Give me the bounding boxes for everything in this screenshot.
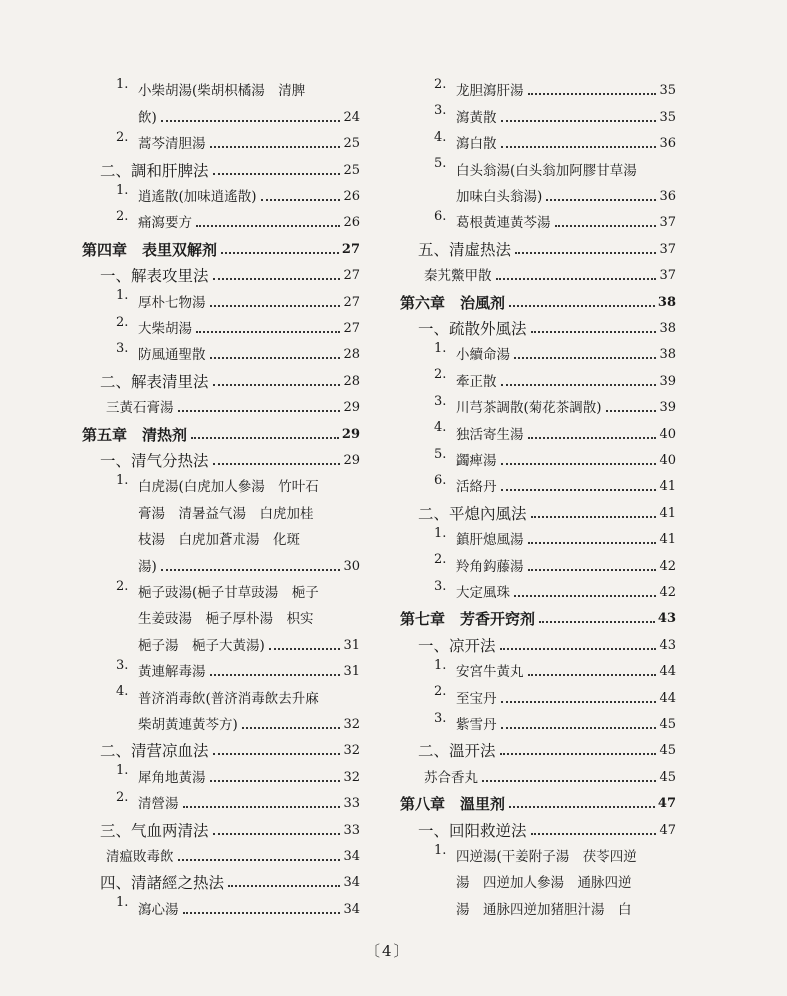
toc-entry-number: 2. — [116, 578, 129, 594]
toc-entry-title: 秦艽鱉甲散 — [424, 268, 492, 285]
toc-entry-title: 瀉白散 — [456, 136, 497, 153]
leader-dots — [242, 726, 341, 729]
toc-entry-title: 二、溫开法 — [418, 742, 496, 761]
toc-page-number: 33 — [343, 796, 360, 812]
toc-entry-title: 二、解表清里法 — [100, 372, 209, 391]
toc-entry-title: 清瘟敗毒飲 — [106, 848, 174, 865]
toc-page-number: 38 — [659, 320, 676, 336]
leader-dots — [213, 752, 341, 755]
toc-entry-number: 3. — [434, 710, 447, 726]
toc-page-number: 27 — [343, 268, 360, 284]
toc-page-number: 43 — [659, 637, 676, 653]
toc-entry-title: 四逆湯(干姜附子湯 茯苓四逆 — [456, 848, 637, 865]
toc-entry-title: 柴胡黃連黃芩方) — [138, 716, 238, 733]
toc-page-number: 25 — [343, 136, 360, 152]
toc-page-number: 32 — [343, 716, 360, 732]
leader-dots — [178, 858, 341, 861]
toc-page-number: 44 — [659, 664, 676, 680]
toc-entry-title: 龙胆瀉肝湯 — [456, 83, 524, 100]
toc-entry-title: 第五章 清热剂 — [82, 425, 188, 444]
toc-page-number: 31 — [343, 637, 360, 653]
toc-page-number: 37 — [659, 241, 676, 257]
leader-dots — [210, 304, 341, 307]
toc-entry-number: 5. — [434, 156, 447, 172]
toc-entry-number: 3. — [116, 341, 129, 356]
toc-entry-title: 第四章 表里双解剂 — [82, 240, 218, 259]
toc-page-number: 27 — [343, 320, 360, 336]
toc-entry-title: 普济消毒飲(普济消毒飲去升麻 — [138, 690, 319, 707]
toc-page-number: 30 — [343, 558, 360, 574]
toc-entry-title: 鎮肝熄風湯 — [456, 532, 524, 549]
toc-page-number: 42 — [659, 584, 676, 600]
leader-dots — [501, 462, 657, 465]
toc-entry-title: 飲) — [138, 109, 157, 126]
toc-page-number: 24 — [343, 109, 360, 125]
leader-dots — [501, 488, 657, 491]
toc-entry-number: 1. — [434, 657, 447, 673]
leader-dots — [546, 198, 656, 201]
toc-entry-title: 防風通聖散 — [138, 347, 206, 364]
leader-dots — [500, 647, 657, 650]
toc-page-number: 45 — [659, 716, 676, 732]
toc-entry-number: 2. — [434, 77, 447, 92]
toc-page-number: 29 — [343, 452, 360, 468]
leader-dots — [210, 145, 341, 148]
leader-dots — [221, 251, 339, 254]
toc-entry-number: 1. — [434, 341, 447, 356]
leader-dots — [514, 594, 656, 597]
leader-dots — [496, 277, 657, 280]
toc-page-number: 38 — [659, 347, 676, 363]
toc-entry-number: 3. — [434, 103, 447, 119]
toc-page-number: 31 — [343, 664, 360, 680]
toc-entry-title: 梔子湯 梔子大黃湯) — [138, 637, 265, 654]
toc-entry-title: 二、清营凉血法 — [100, 742, 209, 761]
leader-dots — [196, 224, 340, 227]
toc-entry-title: 膏湯 清暑益气湯 白虎加桂 — [138, 505, 314, 522]
toc-page-number: 35 — [659, 83, 676, 99]
toc-entry-title: 梔子豉湯(梔子甘草豉湯 梔子 — [138, 584, 319, 601]
toc-page-number: 29 — [343, 400, 360, 416]
leader-dots — [501, 145, 657, 148]
toc-entry-title: 苏合香丸 — [424, 769, 478, 786]
toc-page-number: 27 — [341, 241, 360, 257]
toc-entry-title: 一、回阳救逆法 — [418, 821, 527, 840]
leader-dots — [514, 356, 656, 359]
leader-dots — [528, 436, 657, 439]
leader-dots — [213, 383, 341, 386]
toc-page-number: 41 — [659, 505, 676, 521]
toc-entry-title: 活絡丹 — [456, 479, 497, 496]
toc-entry-title: 蠲痺湯 — [456, 452, 497, 469]
toc-page-number: 45 — [659, 743, 676, 759]
toc-entry-number: 1. — [434, 842, 447, 858]
leader-dots — [191, 436, 339, 439]
toc-entry-title: 小續命湯 — [456, 347, 510, 364]
toc-entry-number: 3. — [434, 393, 447, 409]
toc-entry-number: 3. — [434, 578, 447, 594]
page-number: 〔4〕 — [365, 942, 411, 960]
toc-entry-number: 2. — [434, 552, 447, 568]
toc-entry-title: 清營湯 — [138, 796, 179, 813]
leader-dots — [501, 700, 657, 703]
toc-entry-title: 蒿芩清胆湯 — [138, 136, 206, 153]
toc-entry-title: 湯 四逆加人參湯 通脉四逆 — [456, 875, 632, 892]
toc-entry-number: 2. — [116, 129, 129, 145]
toc-entry-number: 2. — [116, 789, 129, 805]
toc-entry-title: 犀角地黃湯 — [138, 769, 206, 786]
leader-dots — [213, 172, 341, 175]
toc-entry-number: 4. — [434, 129, 447, 145]
leader-dots — [500, 752, 657, 755]
toc-entry-title: 白头翁湯(白头翁加阿膠甘草湯 — [456, 162, 637, 179]
toc-entry-title: 加味白头翁湯) — [456, 188, 543, 205]
toc-entry-title: 黃連解毒湯 — [138, 664, 206, 681]
leader-dots — [531, 832, 657, 835]
toc-entry-title: 牽正散 — [456, 373, 497, 390]
toc-page-number: 33 — [343, 822, 360, 838]
toc-entry-title: 生姜豉湯 梔子厚朴湯 枳实 — [138, 611, 314, 628]
toc-page-number: 36 — [659, 136, 676, 152]
toc-entry-title: 痛瀉要方 — [138, 215, 192, 232]
toc-page-number: 32 — [343, 769, 360, 785]
toc-entry-title: 五、清虛热法 — [418, 240, 512, 259]
leader-dots — [501, 119, 657, 122]
leader-dots — [501, 383, 657, 386]
toc-page-number: 45 — [659, 769, 676, 785]
toc-page-number: 47 — [657, 796, 676, 812]
toc-entry-title: 四、清諸經之热法 — [100, 874, 225, 893]
leader-dots — [183, 911, 341, 914]
toc-page-number: 26 — [343, 188, 360, 204]
toc-page-number: 28 — [343, 347, 360, 363]
toc-entry-number: 1. — [434, 525, 447, 541]
toc-page-number: 37 — [659, 268, 676, 284]
toc-entry-title: 瀉心湯 — [138, 901, 179, 918]
toc-page-number: 35 — [659, 109, 676, 125]
leader-dots — [509, 805, 655, 808]
toc-page-number: 41 — [659, 479, 676, 495]
toc-page-number: 27 — [343, 294, 360, 310]
toc-page-number: 47 — [659, 822, 676, 838]
toc-entry-number: 1. — [116, 895, 129, 911]
toc-entry-number: 6. — [434, 209, 447, 224]
toc-page-number: 39 — [659, 400, 676, 416]
toc-entry-number: 4. — [116, 684, 129, 700]
toc-page-number: 34 — [343, 901, 360, 917]
toc-entry-number: 2. — [434, 367, 447, 383]
leader-dots — [539, 620, 655, 623]
toc-entry-number: 6. — [434, 473, 447, 488]
toc-page-number: 40 — [659, 452, 676, 468]
leader-dots — [161, 119, 341, 122]
leader-dots — [531, 515, 657, 518]
leader-dots — [161, 568, 341, 571]
toc-entry-title: 湯) — [138, 558, 157, 575]
toc-entry-title: 第六章 治風剂 — [400, 293, 506, 312]
toc-entry-title: 三、气血两清法 — [100, 821, 209, 840]
leader-dots — [178, 409, 341, 412]
toc-entry-number: 1. — [116, 763, 129, 779]
leader-dots — [269, 647, 341, 650]
toc-entry-number: 1. — [116, 473, 129, 488]
leader-dots — [210, 779, 341, 782]
toc-entry-title: 一、解表攻里法 — [100, 267, 209, 286]
leader-dots — [555, 224, 657, 227]
toc-page-number: 41 — [659, 532, 676, 548]
toc-entry-title: 瀉黃散 — [456, 109, 497, 126]
toc-entry-number: 1. — [116, 77, 129, 92]
leader-dots — [210, 673, 341, 676]
toc-entry-number: 1. — [116, 182, 129, 198]
toc-entry-title: 二、調和肝脾法 — [100, 161, 209, 180]
toc-entry-number: 4. — [434, 420, 447, 436]
leader-dots — [531, 330, 657, 333]
toc-entry-title: 一、清气分热法 — [100, 451, 209, 470]
toc-page-number: 26 — [343, 215, 360, 231]
toc-entry-title: 安宮牛黃丸 — [456, 664, 524, 681]
toc-page-number: 39 — [659, 373, 676, 389]
toc-page-number: 44 — [659, 690, 676, 706]
toc-entry-title: 一、疏散外風法 — [418, 319, 527, 338]
leader-dots — [528, 673, 657, 676]
leader-dots — [183, 805, 341, 808]
toc-page-number: 29 — [341, 426, 360, 442]
toc-entry-number: 2. — [116, 314, 129, 330]
toc-entry-number: 2. — [116, 209, 129, 224]
leader-dots — [210, 356, 341, 359]
toc-entry-title: 葛根黃連黃芩湯 — [456, 215, 551, 232]
toc-page-number: 34 — [343, 875, 360, 891]
toc-entry-title: 三黃石膏湯 — [106, 400, 174, 417]
leader-dots — [213, 832, 341, 835]
leader-dots — [501, 726, 657, 729]
toc-entry-title: 厚朴七物湯 — [138, 294, 206, 311]
toc-entry-title: 紫雪丹 — [456, 716, 497, 733]
leader-dots — [482, 779, 656, 782]
toc-entry-number: 2. — [434, 684, 447, 700]
leader-dots — [509, 304, 655, 307]
toc-entry-title: 白虎湯(白虎加人參湯 竹叶石 — [138, 479, 319, 496]
toc-entry-title: 羚角鈎藤湯 — [456, 558, 524, 575]
toc-page-number: 25 — [343, 162, 360, 178]
leader-dots — [196, 330, 340, 333]
toc-entry-number: 3. — [116, 657, 129, 673]
toc-entry-title: 大柴胡湯 — [138, 320, 192, 337]
leader-dots — [528, 92, 657, 95]
toc-entry-title: 一、凉开法 — [418, 636, 496, 655]
leader-dots — [261, 198, 341, 201]
toc-page-number: 38 — [657, 294, 676, 310]
toc-page-number: 28 — [343, 373, 360, 389]
toc-entry-title: 至宝丹 — [456, 690, 497, 707]
toc-page-number: 32 — [343, 743, 360, 759]
toc-entry-title: 逍遙散(加味逍遙散) — [138, 188, 257, 205]
toc-entry-title: 枝湯 白虎加蒼朮湯 化斑 — [138, 532, 300, 549]
toc-entry-number: 1. — [116, 288, 129, 304]
toc-entry-number: 5. — [434, 446, 447, 462]
leader-dots — [228, 884, 340, 887]
toc-page-number: 34 — [343, 848, 360, 864]
leader-dots — [528, 568, 657, 571]
toc-page-number: 36 — [659, 188, 676, 204]
leader-dots — [515, 251, 656, 254]
toc-page-number: 40 — [659, 426, 676, 442]
toc-entry-title: 大定風珠 — [456, 584, 510, 601]
leader-dots — [213, 277, 341, 280]
toc-page-number: 37 — [659, 215, 676, 231]
toc-entry-title: 独活寄生湯 — [456, 426, 524, 443]
toc-page-number: 42 — [659, 558, 676, 574]
toc-page-number: 43 — [657, 611, 676, 627]
toc-entry-title: 第八章 溫里剂 — [400, 795, 506, 814]
leader-dots — [606, 409, 657, 412]
toc-entry-title: 二、平熄內風法 — [418, 504, 527, 523]
leader-dots — [528, 541, 657, 544]
toc-entry-title: 小柴胡湯(柴胡枳橘湯 清脾 — [138, 83, 306, 100]
toc-entry-title: 川芎茶調散(菊花茶調散) — [456, 400, 602, 417]
toc-entry-title: 湯 通脉四逆加猪胆汁湯 白 — [456, 901, 632, 918]
leader-dots — [213, 462, 341, 465]
toc-entry-title: 第七章 芳香开窍剂 — [400, 610, 536, 629]
